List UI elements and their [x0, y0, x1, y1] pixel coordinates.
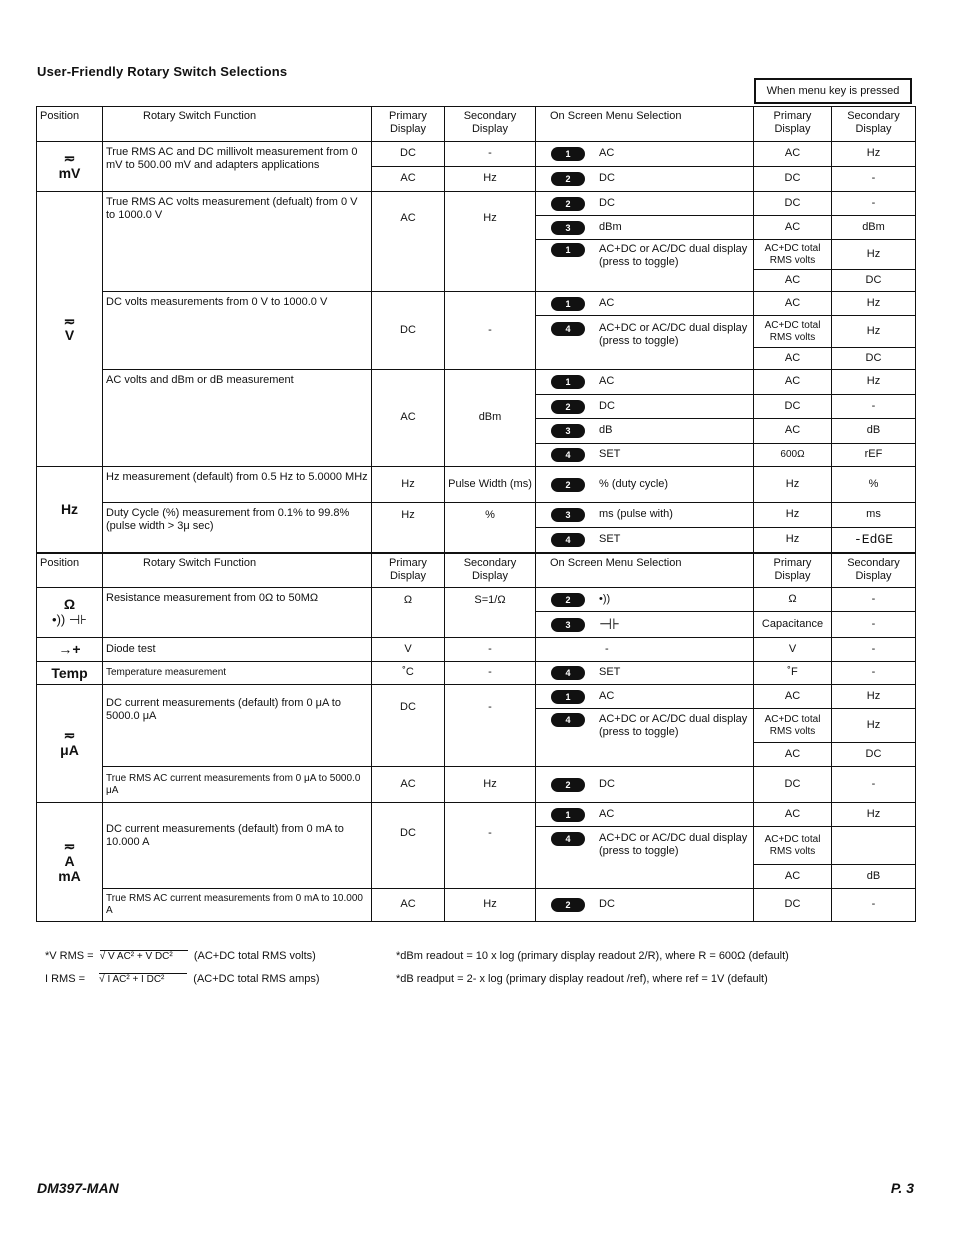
menu-label: SET	[599, 448, 621, 461]
menu-primary-cell: AC	[754, 142, 832, 167]
menu-primary-cell: AC+DC total RMS volts	[754, 709, 832, 743]
menu-label: AC	[599, 689, 615, 702]
function-v-ac: True RMS AC volts measurement (defualt) from 0 V to 1000.0 V	[103, 192, 372, 292]
header-secondary: Secondary Display	[445, 553, 536, 588]
secondary-cell: %	[445, 503, 536, 553]
footer-page-number: P. 3	[890, 1180, 914, 1196]
key-2-icon: 2	[551, 400, 585, 414]
menu-secondary-cell: -	[832, 662, 916, 685]
function-temp: Temperature measurement	[103, 662, 372, 685]
menu-cell	[536, 216, 754, 240]
pos-label: V	[64, 327, 75, 344]
irms-formula: √ I AC² + I DC²	[99, 973, 187, 985]
menu-secondary-cell: Hz	[832, 709, 916, 743]
key-4-icon: 4	[551, 448, 585, 462]
function-a-ac: True RMS AC current measurements from 0 mA to 10.000 A	[103, 889, 372, 922]
menu-primary-cell: AC	[754, 743, 832, 767]
secondary-cell: dBm	[445, 370, 536, 467]
menu-cell	[536, 767, 754, 803]
menu-primary-cell: Ω	[754, 588, 832, 612]
menu-cell	[536, 827, 754, 889]
continuity-capacitance-icon: •)) ⊣⊦	[52, 611, 87, 627]
menu-secondary-cell: rEF	[832, 444, 916, 467]
key-2-icon: 2	[551, 898, 585, 912]
menu-label: DC	[599, 172, 615, 185]
menu-label: AC	[599, 807, 615, 820]
vrms-lhs: *V RMS =	[45, 949, 94, 962]
header-row	[37, 107, 916, 142]
menu-secondary-cell: Hz	[832, 316, 916, 348]
menu-primary-cell: AC	[754, 419, 832, 444]
menu-secondary-cell: ms	[832, 503, 916, 528]
menu-cell	[536, 638, 754, 662]
menu-secondary-cell: Hz	[832, 370, 916, 395]
key-3-icon: 3	[551, 508, 585, 522]
menu-cell	[536, 803, 754, 827]
header-secondary: Secondary Display	[445, 107, 536, 142]
menu-secondary-cell: dB	[832, 865, 916, 889]
wave-icon: ≂	[63, 838, 76, 855]
table-row	[37, 142, 916, 167]
menu-secondary-cell: -EdGE	[832, 528, 916, 553]
secondary-cell: Hz	[445, 167, 536, 192]
menu-secondary-cell: -	[832, 889, 916, 922]
header-function: Rotary Switch Function	[103, 107, 372, 142]
secondary-cell: Pulse Width (ms)	[445, 467, 536, 503]
menu-primary-cell: AC	[754, 270, 832, 292]
menu-cell	[536, 167, 754, 192]
key-2-icon: 2	[551, 778, 585, 792]
secondary-cell: Hz	[445, 767, 536, 803]
primary-cell: V	[372, 638, 445, 662]
menu-cell	[536, 444, 754, 467]
function-hz: Hz measurement (default) from 0.5 Hz to 5.0000 MHz	[103, 467, 372, 503]
table-row	[37, 370, 916, 395]
menu-label: ms (pulse with)	[599, 508, 673, 521]
menu-cell	[536, 240, 754, 292]
menu-cell	[536, 528, 754, 553]
position-hz: Hz	[37, 467, 103, 553]
menu-primary-cell: DC	[754, 167, 832, 192]
secondary-cell: Hz	[445, 192, 536, 292]
key-1-icon: 1	[551, 375, 585, 389]
key-1-icon: 1	[551, 808, 585, 822]
header-menu: On Screen Menu Selection	[536, 107, 754, 142]
vrms-formula: √ V AC² + V DC²	[100, 950, 188, 962]
menu-primary-cell: Capacitance	[754, 612, 832, 638]
table-row	[37, 685, 916, 709]
key-4-icon: 4	[551, 713, 585, 727]
menu-label: AC+DC or AC/DC dual display (press to toggle)	[599, 713, 748, 739]
wave-icon: ≂	[63, 727, 76, 744]
dbm-note: *dBm readout = 10 x log (primary display readout 2/R), where R = 600Ω (default)	[396, 949, 789, 962]
continuity-icon: •))	[599, 592, 611, 605]
key-2-icon: 2	[551, 172, 585, 186]
menu-secondary-cell: -	[832, 638, 916, 662]
menu-label: DC	[599, 898, 615, 911]
key-2-icon: 2	[551, 197, 585, 211]
rotary-switch-table	[36, 106, 916, 922]
menu-label: AC	[599, 375, 615, 388]
menu-primary-cell: AC	[754, 348, 832, 370]
menu-label: DC	[599, 777, 615, 790]
header-secondary2: Secondary Display	[832, 553, 916, 588]
table-row	[37, 588, 916, 612]
menu-secondary-cell: -	[832, 395, 916, 419]
menu-secondary-cell: DC	[832, 348, 916, 370]
menu-cell	[536, 395, 754, 419]
primary-cell: DC	[372, 685, 445, 767]
menu-primary-cell: ˚F	[754, 662, 832, 685]
ohm-icon: Ω	[63, 596, 76, 613]
position-a	[37, 803, 103, 922]
vrms-desc: (AC+DC total RMS volts)	[193, 949, 316, 962]
menu-secondary-cell: -	[832, 588, 916, 612]
key-4-icon: 4	[551, 533, 585, 547]
table-row	[37, 292, 916, 316]
menu-label: DC	[599, 399, 615, 412]
table-row	[37, 767, 916, 803]
function-v-dc: DC volts measurements from 0 V to 1000.0 V	[103, 292, 372, 370]
menu-secondary-cell: dBm	[832, 216, 916, 240]
diode-icon: →+	[37, 638, 103, 662]
menu-primary-cell: AC	[754, 216, 832, 240]
primary-cell: AC	[372, 192, 445, 292]
menu-cell	[536, 889, 754, 922]
function-ohm: Resistance measurement from 0Ω to 50MΩ	[103, 588, 372, 638]
secondary-cell: Hz	[445, 889, 536, 922]
wave-icon: ≂	[63, 312, 76, 329]
primary-cell: DC	[372, 803, 445, 889]
menu-secondary-cell: Hz	[832, 685, 916, 709]
menu-primary-cell: AC+DC total RMS volts	[754, 316, 832, 348]
db-note: *dB readput = 2- x log (primary display readout /ref), where ref = 1V (default)	[396, 972, 768, 985]
menu-label: SET	[599, 666, 621, 679]
when-menu-header: When menu key is pressed	[754, 78, 912, 104]
table-row	[37, 803, 916, 827]
footer-doc-id: DM397-MAN	[37, 1180, 119, 1196]
key-3-icon: 3	[551, 618, 585, 632]
menu-label: -	[605, 642, 609, 655]
position-v	[37, 192, 103, 467]
header-position: Position	[37, 553, 103, 588]
position-ua	[37, 685, 103, 803]
menu-primary-cell: AC	[754, 685, 832, 709]
table-row	[37, 889, 916, 922]
menu-cell	[536, 370, 754, 395]
menu-cell	[536, 588, 754, 612]
key-4-icon: 4	[551, 322, 585, 336]
table-row	[37, 192, 916, 216]
position-mv	[37, 142, 103, 192]
primary-cell: AC	[372, 370, 445, 467]
key-1-icon: 1	[551, 147, 585, 161]
key-4-icon: 4	[551, 666, 585, 680]
primary-cell: Hz	[372, 467, 445, 503]
primary-cell: AC	[372, 767, 445, 803]
table-row	[37, 638, 916, 662]
menu-cell	[536, 142, 754, 167]
key-2-icon: 2	[551, 478, 585, 492]
header-position: Position	[37, 107, 103, 142]
menu-primary-cell: DC	[754, 889, 832, 922]
function-ua-ac: True RMS AC current measurements from 0 μA to 5000.0 μA	[103, 767, 372, 803]
primary-cell: AC	[372, 167, 445, 192]
position-ohm	[37, 588, 103, 638]
secondary-cell: -	[445, 638, 536, 662]
menu-cell	[536, 316, 754, 370]
menu-primary-cell: 600Ω	[754, 444, 832, 467]
menu-cell	[536, 685, 754, 709]
menu-primary-cell: AC+DC total RMS volts	[754, 827, 832, 865]
menu-primary-cell: AC	[754, 292, 832, 316]
function-mv: True RMS AC and DC millivolt measurement from 0 mV to 500.00 mV and adapters applications	[103, 142, 372, 192]
header-row	[37, 553, 916, 588]
menu-label: % (duty cycle)	[599, 477, 669, 490]
menu-label: AC+DC or AC/DC dual display (press to toggle)	[599, 243, 748, 269]
menu-primary-cell: AC	[754, 865, 832, 889]
menu-label: AC+DC or AC/DC dual display (press to toggle)	[599, 832, 748, 858]
secondary-cell: -	[445, 685, 536, 767]
secondary-cell: -	[445, 662, 536, 685]
menu-label: AC+DC or AC/DC dual display (press to toggle)	[599, 322, 748, 348]
key-2-icon: 2	[551, 593, 585, 607]
table-row	[37, 503, 916, 528]
primary-cell: ˚C	[372, 662, 445, 685]
menu-cell	[536, 503, 754, 528]
menu-primary-cell: V	[754, 638, 832, 662]
page-title: User-Friendly Rotary Switch Selections	[37, 64, 288, 79]
menu-secondary-cell: -	[832, 167, 916, 192]
key-1-icon: 1	[551, 243, 585, 257]
menu-label: dB	[599, 424, 613, 437]
pos-label: mV	[58, 164, 81, 181]
rms-formulas	[45, 944, 320, 990]
pos-label: A	[64, 853, 75, 870]
primary-cell: DC	[372, 142, 445, 167]
menu-secondary-cell: Hz	[832, 292, 916, 316]
secondary-cell: -	[445, 803, 536, 889]
menu-cell	[536, 612, 754, 638]
menu-primary-cell: Hz	[754, 503, 832, 528]
menu-label: dBm	[599, 220, 622, 233]
primary-cell: AC	[372, 889, 445, 922]
wave-icon: ≂	[63, 150, 76, 167]
primary-cell: Hz	[372, 503, 445, 553]
menu-secondary-cell: %	[832, 467, 916, 503]
menu-secondary-cell: Hz	[832, 240, 916, 270]
menu-label: SET	[599, 533, 621, 546]
menu-label: AC	[599, 147, 615, 160]
menu-secondary-cell: -	[832, 612, 916, 638]
key-1-icon: 1	[551, 297, 585, 311]
menu-secondary-cell: -	[832, 192, 916, 216]
header-menu: On Screen Menu Selection	[536, 553, 754, 588]
header-primary2: Primary Display	[754, 553, 832, 588]
secondary-cell: -	[445, 142, 536, 167]
menu-secondary-cell: dB	[832, 419, 916, 444]
capacitor-icon: ⊣⊦	[599, 615, 620, 633]
header-primary: Primary Display	[372, 553, 445, 588]
function-duty: Duty Cycle (%) measurement from 0.1% to 99.8% (pulse width > 3μ sec)	[103, 503, 372, 553]
function-diode: Diode test	[103, 638, 372, 662]
menu-label: AC	[599, 296, 615, 309]
key-4-icon: 4	[551, 832, 585, 846]
position-temp: Temp	[37, 662, 103, 685]
key-3-icon: 3	[551, 424, 585, 438]
table-row	[37, 467, 916, 503]
pos-label: μA	[60, 741, 79, 758]
menu-secondary-cell: Hz	[832, 803, 916, 827]
menu-primary-cell: Hz	[754, 467, 832, 503]
menu-label: DC	[599, 196, 615, 209]
menu-cell	[536, 419, 754, 444]
header-primary2: Primary Display	[754, 107, 832, 142]
menu-primary-cell: AC	[754, 803, 832, 827]
menu-secondary-cell: -	[832, 767, 916, 803]
db-notes	[396, 944, 789, 990]
menu-primary-cell: Hz	[754, 528, 832, 553]
primary-cell: DC	[372, 292, 445, 370]
menu-primary-cell: AC	[754, 370, 832, 395]
menu-primary-cell: DC	[754, 767, 832, 803]
key-3-icon: 3	[551, 221, 585, 235]
header-function: Rotary Switch Function	[103, 553, 372, 588]
table-row	[37, 662, 916, 685]
menu-primary-cell: AC+DC total RMS volts	[754, 240, 832, 270]
function-v-db: AC volts and dBm or dB measurement	[103, 370, 372, 467]
menu-primary-cell: DC	[754, 395, 832, 419]
menu-cell	[536, 662, 754, 685]
primary-cell: Ω	[372, 588, 445, 638]
irms-desc: (AC+DC total RMS amps)	[193, 972, 320, 985]
menu-primary-cell: DC	[754, 192, 832, 216]
function-ua-dc: DC current measurements (default) from 0 μA to 5000.0 μA	[103, 685, 372, 767]
menu-cell	[536, 709, 754, 767]
header-secondary2: Secondary Display	[832, 107, 916, 142]
menu-cell	[536, 292, 754, 316]
menu-secondary-cell: Hz	[832, 142, 916, 167]
menu-secondary-cell: DC	[832, 743, 916, 767]
menu-secondary-cell: DC	[832, 270, 916, 292]
menu-cell	[536, 192, 754, 216]
menu-cell	[536, 467, 754, 503]
secondary-cell: -	[445, 292, 536, 370]
key-1-icon: 1	[551, 690, 585, 704]
menu-secondary-cell	[832, 827, 916, 865]
pos-label: mA	[58, 867, 81, 884]
irms-lhs: I RMS =	[45, 972, 86, 985]
function-a-dc: DC current measurements (default) from 0 mA to 10.000 A	[103, 803, 372, 889]
secondary-cell: S=1/Ω	[445, 588, 536, 638]
header-primary: Primary Display	[372, 107, 445, 142]
